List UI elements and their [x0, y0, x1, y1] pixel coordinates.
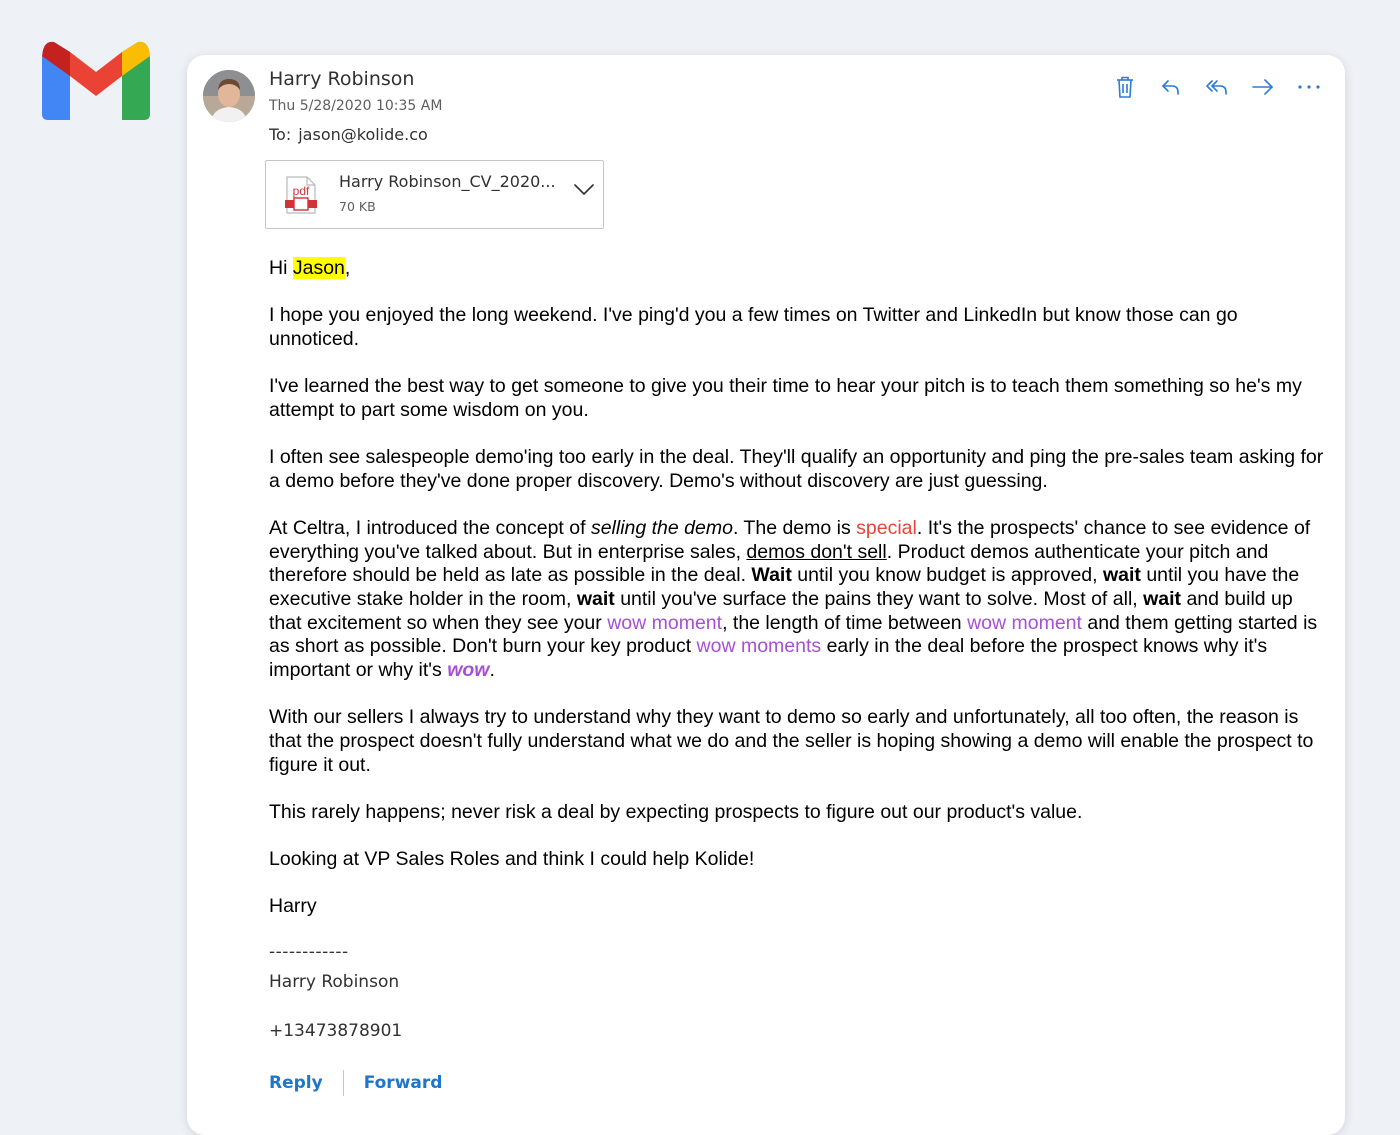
more-icon [1297, 84, 1321, 90]
reply-link[interactable]: Reply [269, 1073, 323, 1093]
body-paragraph-2: I've learned the best way to get someone to give you their time to hear your pitch is to teach them something so he's my attempt to part some wisdom on you. [269, 375, 1302, 421]
reply-icon [1160, 77, 1182, 97]
wow-moments-phrase: wow moments [696, 635, 822, 658]
wow-moment-phrase: wow moment [607, 611, 723, 634]
bold-wait: wait [1143, 588, 1182, 611]
body-paragraph-5: With our sellers I always try to understand why they want to demo so early and unfortunately, all too often, the reason is that the prospect doesn't fully understand what we do and the seller is hoping showing a demo will enable the prospect to figure it out. [269, 706, 1314, 776]
chevron-down-icon [573, 183, 595, 197]
forward-button[interactable] [1249, 73, 1277, 101]
greeting: Hi Jason, [269, 257, 351, 279]
sign-off: Harry [269, 895, 317, 918]
wow-moment-phrase: wow moment [967, 611, 1082, 634]
trash-icon [1115, 75, 1135, 99]
signature-phone[interactable]: +13473878901 [269, 1021, 403, 1041]
email-card [187, 55, 1345, 1135]
forward-link[interactable]: Forward [363, 1073, 443, 1093]
body-paragraph-4: At Celtra, I introduced the concept of selling the demo. The demo is special. It's the prospects' chance to see evidence of everything you've talked about. But in enterprise sales, demos don't sell. Product demos authenticate your pitch and therefore should be held as late as possible in the deal. Wait until you know budget is approved, wait until you have the executive stake holder in the room, wait until you've surface the pains they want to solve. Most of all, wait and build up that excitement so when they see your wow moment, the length of time between wow moment and them getting started is as short as possible. Don't burn your key product wow moments early in the deal before the prospect knows why it's important or why it's wow. [269, 516, 1318, 682]
forward-icon [1251, 77, 1275, 97]
signature-divider: ------------ [269, 942, 349, 962]
gmail-logo [40, 38, 152, 122]
special-word: special [856, 516, 917, 539]
sent-date: Thu 5/28/2020 10:35 AM [269, 98, 443, 114]
bold-wait: Wait [751, 564, 792, 587]
reply-all-button[interactable] [1203, 73, 1231, 101]
body-paragraph-3: I often see salespeople demo'ing too early in the deal. They'll qualify an opportunity and ping the pre-sales team asking for a demo before they've done proper discovery. Demo's without discovery are just guessing. [269, 446, 1324, 492]
attachment-filename: Harry Robinson_CV_2020... [339, 172, 556, 191]
footer-actions [269, 1070, 442, 1096]
more-button[interactable] [1295, 73, 1323, 101]
recipient-address[interactable]: jason@kolide.co [298, 125, 428, 144]
message-actions [1111, 73, 1323, 101]
svg-text:pdf: pdf [292, 184, 310, 198]
to-label: To: [269, 125, 292, 144]
delete-button[interactable] [1111, 73, 1139, 101]
recipient-line [269, 125, 428, 144]
italic-phrase: selling the demo [590, 516, 733, 539]
underlined-phrase: demos don't sell [746, 540, 887, 563]
pdf-file-icon [284, 176, 318, 219]
sender-name[interactable]: Harry Robinson [269, 68, 415, 90]
bold-wait: wait [1102, 564, 1141, 587]
avatar[interactable] [203, 70, 255, 122]
footer-divider [343, 1070, 344, 1096]
attachment-size: 70 KB [339, 199, 376, 214]
reply-all-icon [1205, 77, 1229, 97]
highlighted-name: Jason [292, 257, 345, 279]
wow-emphasis: wow [447, 659, 490, 682]
email-body [269, 257, 1324, 943]
body-paragraph-6: This rarely happens; never risk a deal by expecting prospects to figure out our product's value. [269, 800, 1083, 823]
attachment-card[interactable] [265, 160, 604, 229]
bold-wait: wait [576, 588, 615, 611]
body-paragraph-7: Looking at VP Sales Roles and think I could help Kolide! [269, 848, 755, 871]
body-paragraph-1: I hope you enjoyed the long weekend. I've ping'd you a few times on Twitter and LinkedIn but know those can go unnoticed. [269, 304, 1238, 350]
attachment-options-button[interactable] [573, 183, 595, 202]
reply-button[interactable] [1157, 73, 1185, 101]
signature-name: Harry Robinson [269, 972, 400, 992]
